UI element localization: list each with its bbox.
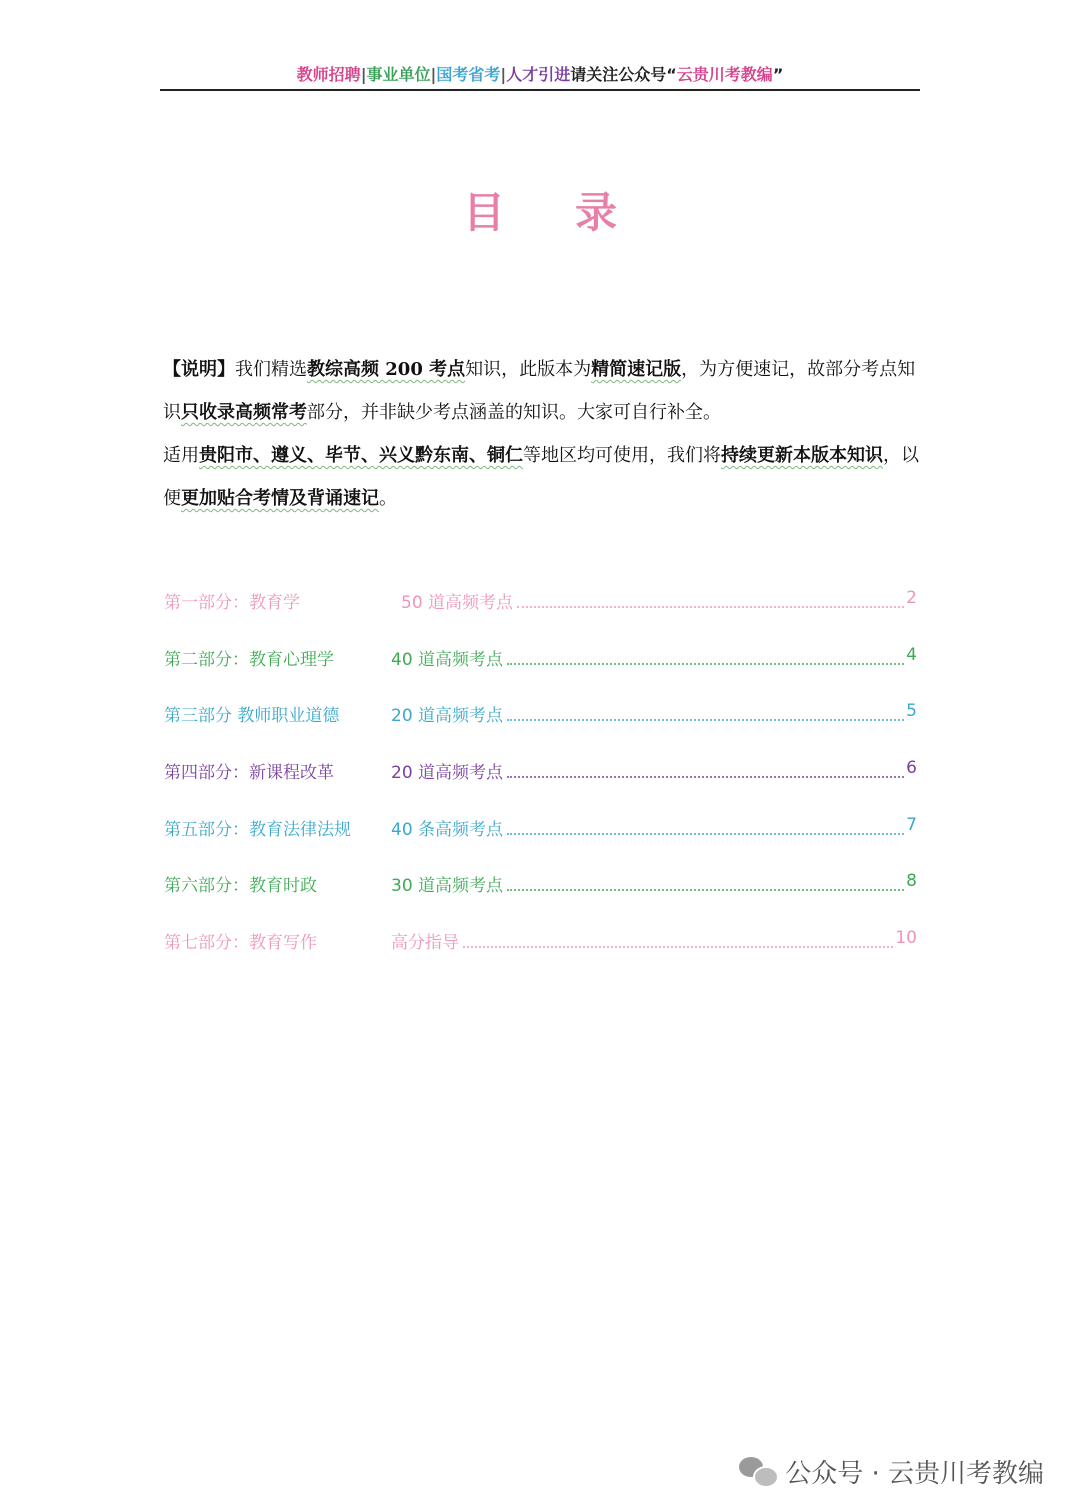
toc-page-number: 6 [906, 758, 917, 779]
header-segment: ” [772, 65, 784, 84]
note-paragraph-1 [163, 348, 923, 434]
note-emphasis: 教综高频 200 考点 [307, 359, 466, 380]
header-divider [160, 89, 920, 91]
toc-count: 50 道高频考点 [401, 593, 514, 613]
note-paragraph-2 [163, 434, 923, 520]
toc-row[interactable] [164, 645, 917, 702]
note-emphasis: 持续更新本版本知识 [721, 445, 883, 466]
header-segment: 国考省考 [436, 65, 501, 84]
note-text: 适用 [163, 445, 199, 466]
toc-page-number: 7 [906, 814, 917, 835]
note-emphasis: 更加贴合考情及背诵速记 [181, 488, 379, 509]
note-text: ，以便 [163, 445, 919, 509]
toc-page-number: 10 [895, 928, 917, 949]
header-segment: 请关注公众号“ [570, 65, 677, 84]
toc-part-title: 第七部分：教育写作 [164, 933, 317, 954]
toc-count: 20 道高频考点 [391, 706, 504, 727]
toc-page-number: 8 [906, 871, 917, 892]
toc-row[interactable] [164, 928, 917, 985]
note-emphasis: 只收录高频常考 [181, 402, 307, 423]
toc-part-title: 第四部分：新课程改革 [164, 763, 334, 784]
toc-count: 40 条高频考点 [391, 819, 504, 840]
toc-count: 40 道高频考点 [391, 649, 504, 670]
note-text: 等地区均可使用，我们将 [523, 445, 721, 466]
header-segment: 云贵川考教编 [676, 65, 773, 84]
note-text: 我们精选 [235, 359, 307, 380]
toc-row[interactable] [164, 815, 917, 872]
note-emphasis: 贵阳市、遵义、毕节、兴义黔东南、铜仁 [199, 445, 523, 466]
toc-leader-dots [507, 871, 904, 891]
toc-page-number: 2 [906, 588, 917, 608]
toc-leader-dots [507, 815, 904, 835]
wechat-icon [739, 1457, 777, 1487]
toc-count: 20 道高频考点 [391, 763, 504, 784]
description-note [163, 348, 923, 520]
watermark-text: 公众号 · 云贵川考教编 [785, 1459, 1044, 1489]
toc-row[interactable] [164, 701, 917, 758]
toc-page-number: 5 [906, 701, 917, 722]
toc-leader-dots [517, 588, 904, 608]
toc-leader-dots [463, 928, 893, 948]
header-banner [160, 62, 920, 85]
page-title: 目录 [462, 188, 687, 237]
toc-row[interactable] [164, 871, 917, 928]
header-segment: 事业单位 [366, 65, 431, 84]
header-segment: | [500, 65, 507, 84]
note-text: 知识，此版本为 [465, 359, 592, 380]
note-paragraph-1-body [163, 359, 915, 423]
header-segment: 人才引进 [506, 65, 571, 84]
watermark [739, 1453, 1044, 1490]
toc-row[interactable] [164, 588, 917, 645]
table-of-contents [164, 588, 917, 985]
note-text: ，为方便速记，故部分考点知识 [163, 359, 916, 423]
toc-row[interactable] [164, 758, 917, 815]
toc-count: 30 道高频考点 [391, 876, 504, 897]
toc-part-title: 第六部分：教育时政 [164, 876, 317, 897]
header-segment: | [430, 65, 437, 84]
toc-leader-dots [507, 645, 904, 665]
toc-page-number: 4 [906, 644, 917, 665]
header-segment: | [360, 65, 367, 84]
toc-count: 高分指导 [391, 933, 459, 954]
toc-part-title: 第一部分：教育学 [164, 593, 300, 613]
toc-part-title: 第二部分：教育心理学 [164, 649, 334, 670]
toc-part-title: 第五部分：教育法律法规 [164, 819, 351, 840]
note-text: 。 [379, 488, 397, 509]
note-text: 部分，并非缺少考点涵盖的知识。大家可自行补全。 [307, 402, 721, 423]
header-segment: 教师招聘 [296, 65, 361, 84]
note-emphasis: 精简速记版 [591, 359, 682, 380]
toc-part-title: 第三部分 教师职业道德 [164, 706, 340, 727]
note-label: 【说明】 [163, 359, 235, 380]
toc-leader-dots [507, 758, 904, 778]
toc-leader-dots [507, 701, 904, 721]
